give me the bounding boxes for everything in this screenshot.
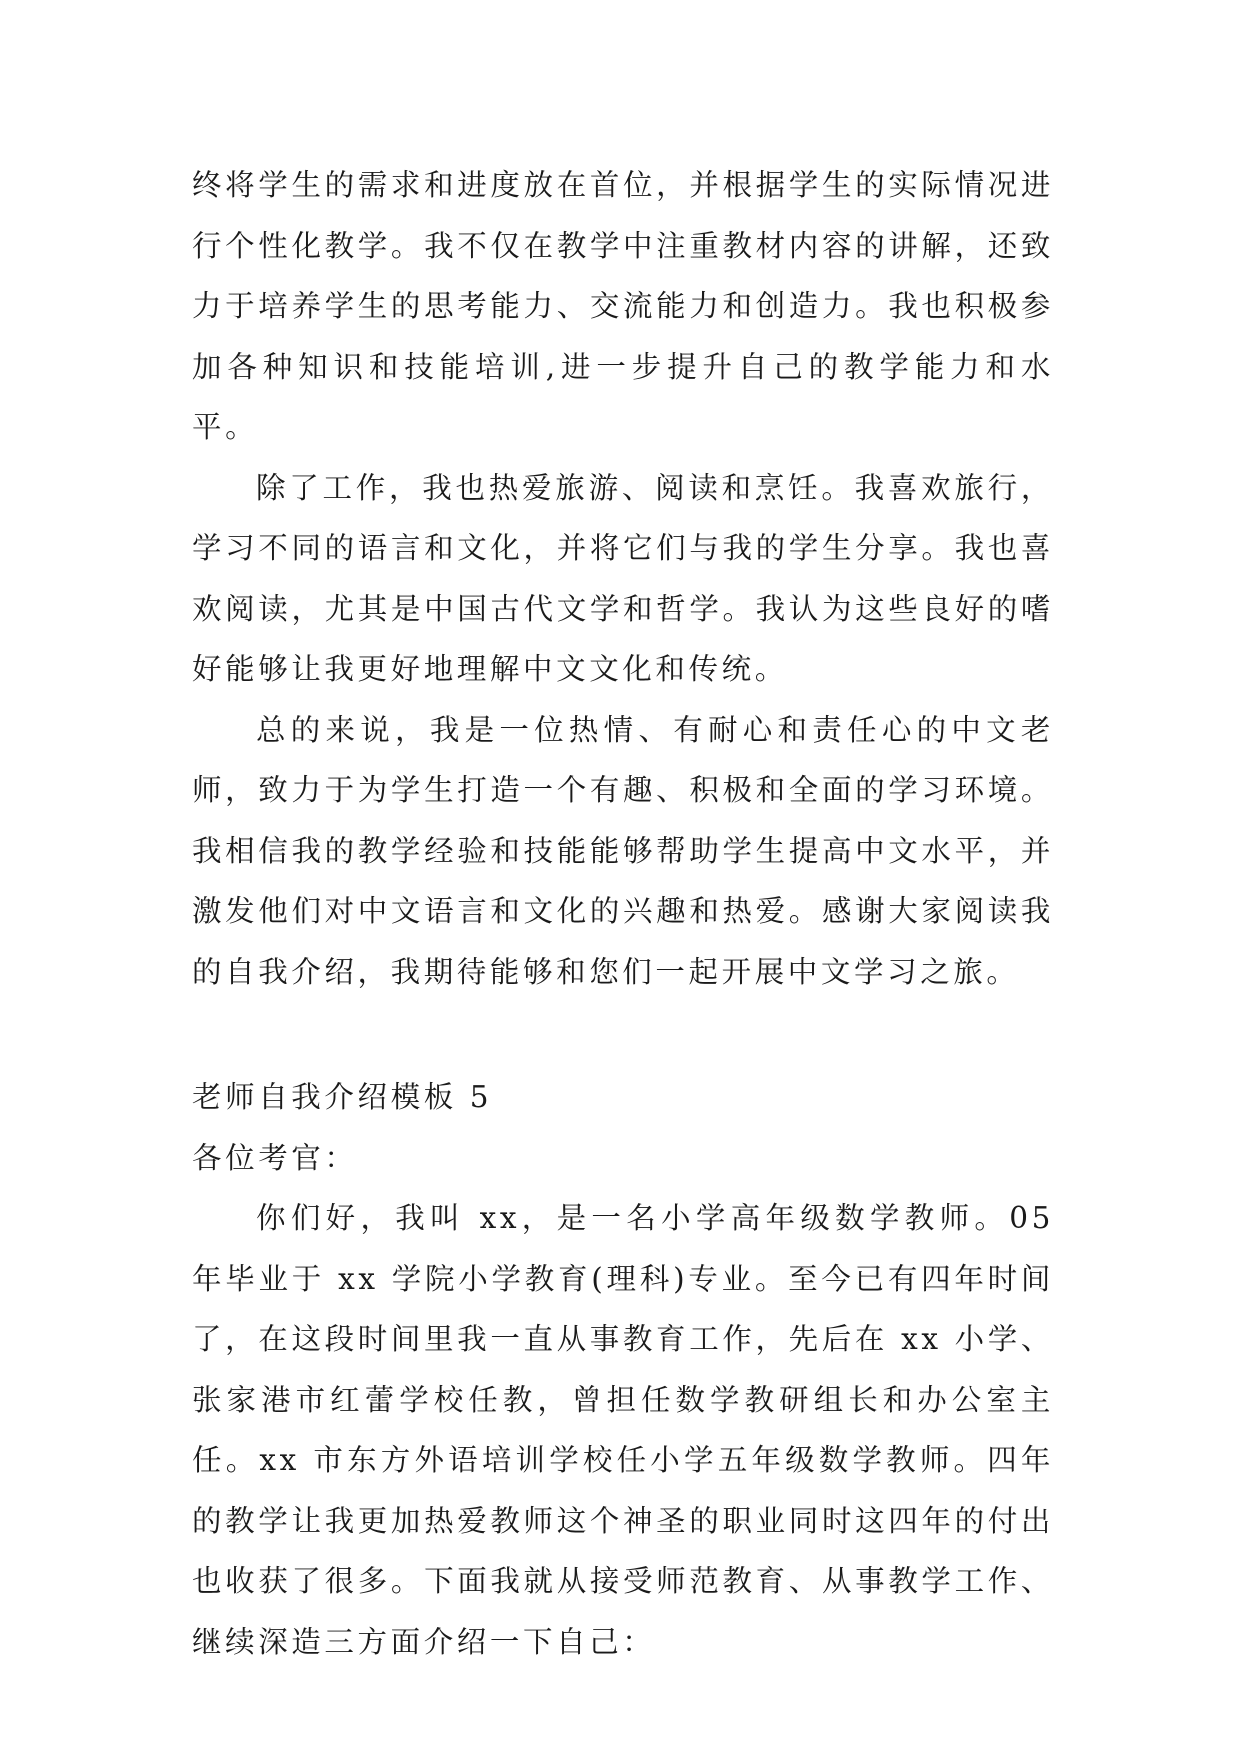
paragraph-hobbies: 除了工作，我也热爱旅游、阅读和烹饪。我喜欢旅行，学习不同的语言和文化，并将它们与我的学生分享。我也喜欢阅读，尤其是中国古代文学和哲学。我认为这些良好的嗜好能够让我更好地理解中文文化和传统。 [192, 470, 1054, 686]
salutation: 各位考官： [192, 1140, 358, 1175]
paragraph-introduction: 你们好，我叫 xx，是一名小学高年级数学教师。05 年毕业于 xx 学院小学教育(理科)专业。至今已有四年时间了，在这段时间里我一直从事教育工作，先后在 xx 小学、张家港市红蕾学校任教，曾担任数学教研组长和办公室主任。xx 市东方外语培训学校任小学五年级数学教师。四年的教学让我更加热爱教师这个神圣的职业同时这四年的付出也收获了很多。下面我就从接受师范教育、从事教学工作、继续深造三方面介绍一下自己： [192, 1201, 1054, 1659]
paragraph-summary: 总的来说，我是一位热情、有耐心和责任心的中文老师，致力于为学生打造一个有趣、积极和全面的学习环境。我相信我的教学经验和技能能够帮助学生提高中文水平，并激发他们对中文语言和文化的兴趣和热爱。感谢大家阅读我的自我介绍，我期待能够和您们一起开展中文学习之旅。 [192, 712, 1054, 989]
document-body [192, 155, 1054, 1672]
paragraph-teaching-approach: 终将学生的需求和进度放在首位，并根据学生的实际情况进行个性化教学。我不仅在教学中注重教材内容的讲解，还致力于培养学生的思考能力、交流能力和创造力。我也积极参加各种知识和技能培训,进一步提升自己的教学能力和水平。 [192, 168, 1054, 444]
section-heading: 老师自我介绍模板 5 [192, 1080, 493, 1114]
